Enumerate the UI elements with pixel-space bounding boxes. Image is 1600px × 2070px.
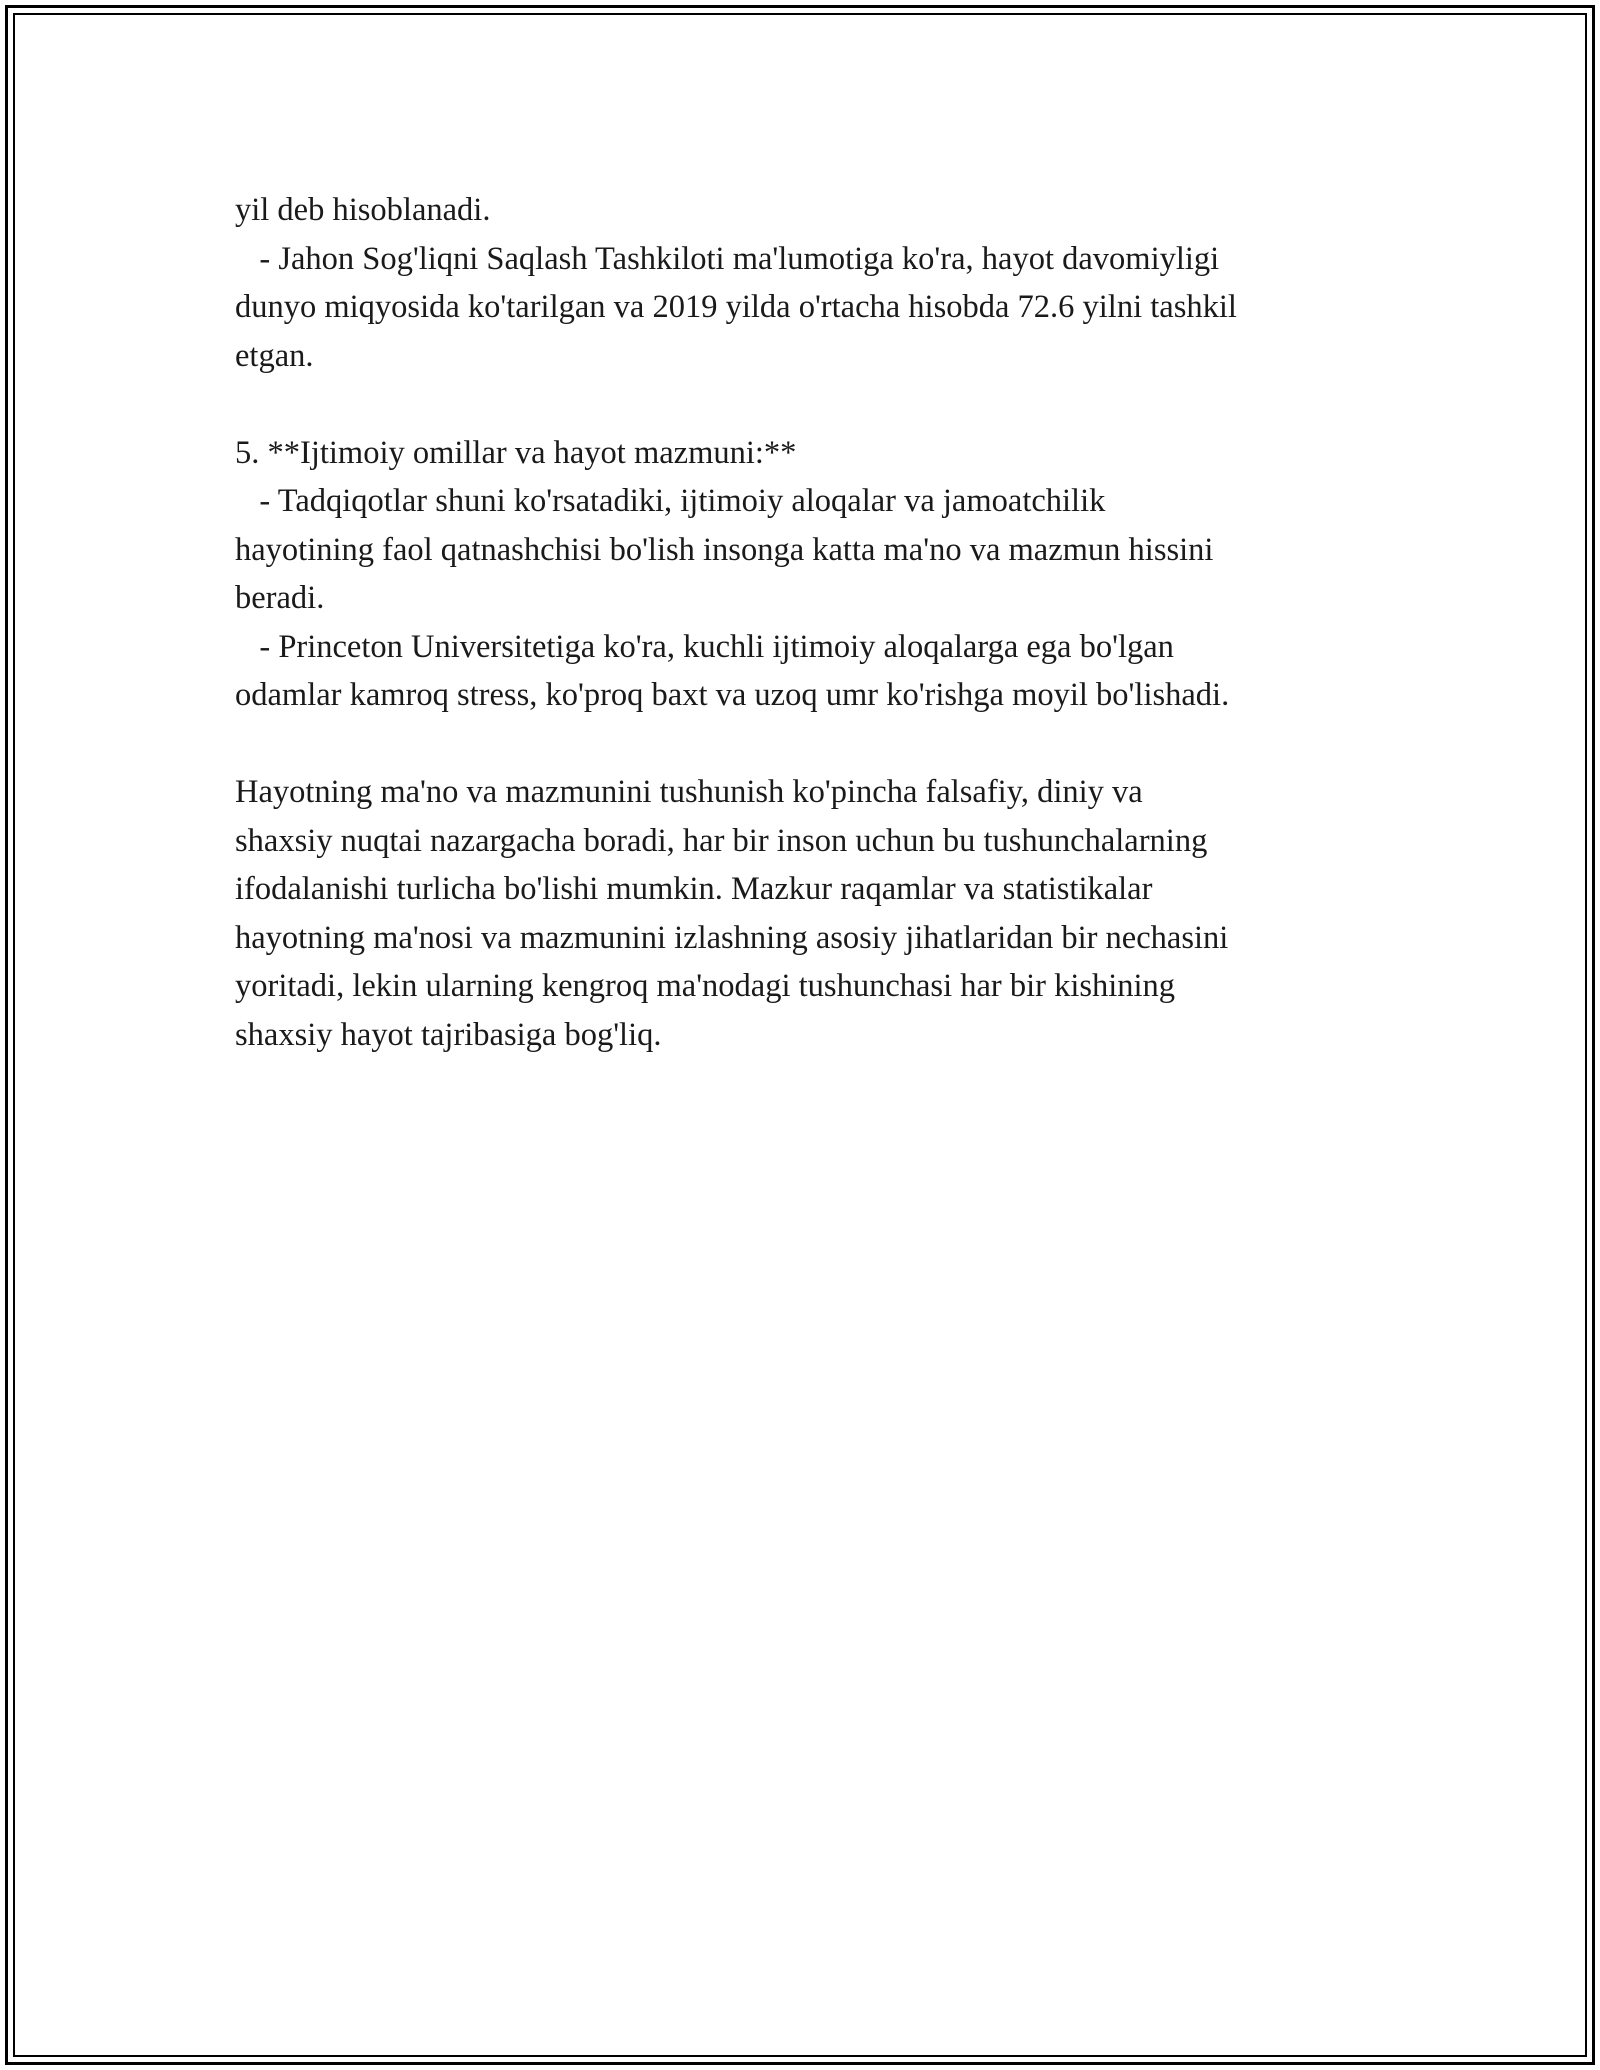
text-line: ifodalanishi turlicha bo'lishi mumkin. Mazkur raqamlar va statistikalar (235, 871, 1153, 907)
text-line: yil deb hisoblanadi. (235, 192, 491, 228)
text-line: hayotning ma'nosi va mazmunini izlashning asosiy jihatlaridan bir nechasini (235, 919, 1229, 956)
text-line: - Tadqiqotlar shuni ko'rsatadiki, ijtimoiy aloqalar va jamoatchilik (235, 483, 1106, 519)
text-line: beradi. (235, 580, 325, 616)
text-line: shaxsiy nuqtai nazargacha boradi, har bir inson uchun bu tushunchalarning (235, 822, 1208, 859)
text-line: shaxsiy hayot tajribasiga bog'liq. (235, 1016, 662, 1053)
blank-line (235, 720, 1395, 769)
text-line: - Jahon Sog'liqni Saqlash Tashkiloti ma'lumotiga ko'ra, hayot davomiyligi (235, 240, 1220, 277)
text-line: dunyo miqyosida ko'tarilgan va 2019 yilda o'rtacha hisobda 72.6 yilni tashkil (235, 289, 1237, 325)
blank-line (235, 380, 1395, 429)
text-line: yoritadi, lekin ularning kengroq ma'nodagi tushunchasi har bir kishining (235, 968, 1176, 1004)
text-line: - Princeton Universitetiga ko'ra, kuchli ijtimoiy aloqalarga ega bo'lgan (235, 628, 1174, 665)
text-line: etgan. (235, 337, 314, 374)
text-line: Hayotning ma'no va mazmunini tushunish ko'pincha falsafiy, diniy va (235, 774, 1143, 810)
section-heading: 5. **Ijtimoiy omillar va hayot mazmuni:** (235, 434, 797, 471)
text-line: odamlar kamroq stress, ko'proq baxt va uzoq umr ko'rishga moyil bo'lishadi. (235, 677, 1230, 713)
text-line: hayotining faol qatnashchisi bo'lish insonga katta ma'no va mazmun hissini (235, 531, 1214, 568)
document-body (235, 186, 1395, 1059)
